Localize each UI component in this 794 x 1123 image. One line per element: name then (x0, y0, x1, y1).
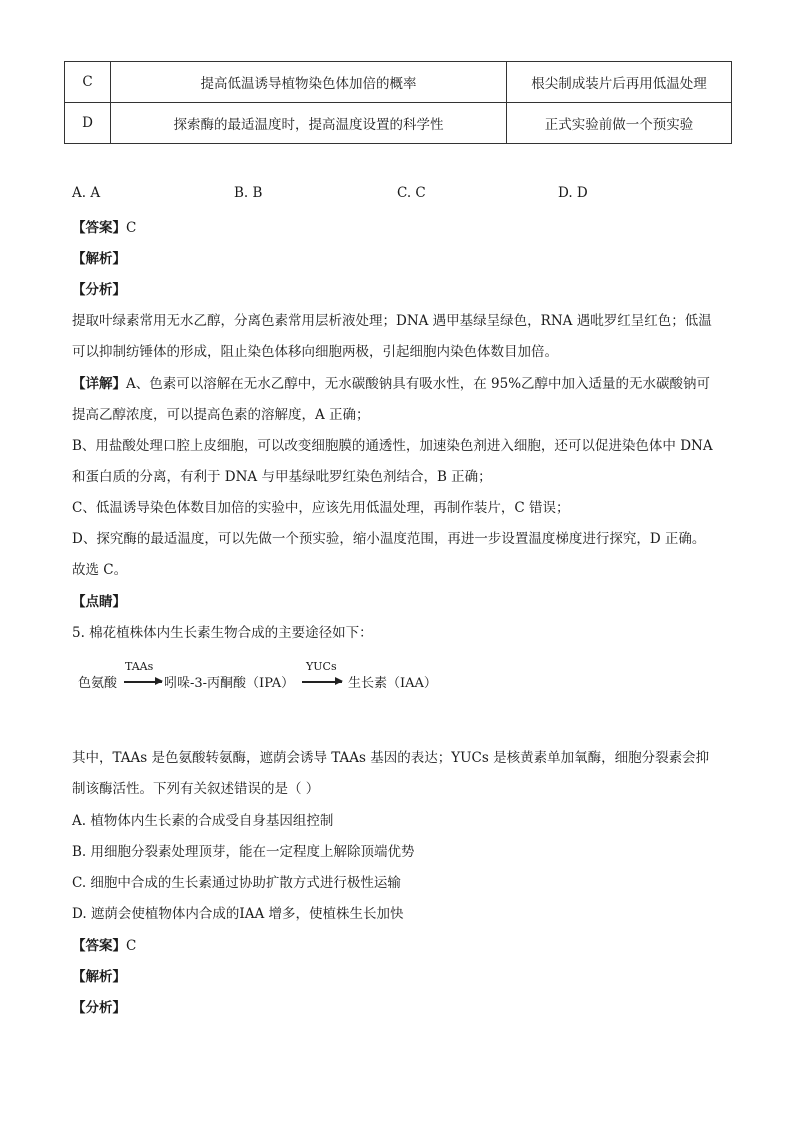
detail-line: A、色素可以溶解在无水乙醇中，无水碳酸钠具有吸水性，在 95%乙醇中加入适量的无水碳酸钠可 (126, 376, 711, 392)
pathway-arrow-1 (124, 681, 162, 683)
q4-detail-line: 和蛋白质的分离，有利于 DNA 与甲基绿吡罗红染色剂结合，B 正确； (72, 469, 492, 485)
answer-label: 【答案】 (72, 220, 126, 236)
detail-label: 【详解】 (72, 376, 126, 392)
answer-value: C (126, 220, 137, 236)
q4-options (72, 185, 672, 205)
option-d: D. D (558, 185, 588, 201)
q5-option-c: C. 细胞中合成的生长素通过协助扩散方式进行极性运输 (72, 875, 401, 891)
option-a: A. A (72, 185, 101, 201)
q5-option-d: D. 遮荫会使植物体内合成的IAA 增多，使植株生长加快 (72, 906, 404, 922)
row-label: D (65, 103, 111, 144)
q5-text-line: 制该酶活性。下列有关叙述错误的是（ ） (72, 781, 320, 797)
row-operation: 根尖制成装片后再用低温处理 (507, 62, 732, 103)
biosynthesis-pathway (78, 662, 518, 694)
pathway-arrow-2 (302, 681, 342, 683)
q4-fenxi-label: 【分析】 (72, 282, 126, 298)
answer-label: 【答案】 (72, 938, 126, 954)
q4-answer (72, 216, 136, 236)
q5-stem: 5. 棉花植株体内生长素生物合成的主要途径如下： (72, 625, 373, 641)
row-operation: 正式实验前做一个预实验 (507, 103, 732, 144)
q4-dianjing-label: 【点睛】 (72, 594, 126, 610)
q4-detail-line: D、探究酶的最适温度，可以先做一个预实验，缩小温度范围，再进一步设置温度梯度进行探究，D 正确。 (72, 531, 706, 547)
q4-detail-line: 提高乙醇浓度，可以提高色素的溶解度，A 正确； (72, 407, 370, 423)
q4-fenxi-line: 可以抑制纺锤体的形成，阻止染色体移向细胞两极，引起细胞内染色体数目加倍。 (72, 344, 558, 360)
answer-value: C (126, 938, 137, 954)
row-purpose: 提高低温诱导植物染色体加倍的概率 (111, 62, 507, 103)
pathway-substrate: 色氨酸 (78, 676, 118, 691)
option-b: B. B (234, 185, 263, 201)
q4-fenxi-line: 提取叶绿素常用无水乙醇，分离色素常用层析液处理；DNA 遇甲基绿呈绿色，RNA 遇吡罗红呈红色；低温 (72, 313, 712, 329)
pathway-enzyme-2: YUCs (306, 660, 337, 673)
q5-answer (72, 934, 136, 954)
q4-detail-line: C、低温诱导染色体数目加倍的实验中，应该先用低温处理，再制作装片，C 错误； (72, 500, 570, 516)
q5-analysis-label: 【解析】 (72, 969, 126, 985)
q5-option-a: A. 植物体内生长素的合成受自身基因组控制 (72, 813, 334, 829)
pathway-intermediate: 吲哚-3-丙酮酸（IPA） (164, 676, 295, 691)
q5-text-line: 其中，TAAs 是色氨酸转氨酶，遮荫会诱导 TAAs 基因的表达；YUCs 是核黄素单加氧酶，细胞分裂素会抑 (72, 750, 710, 766)
row-label: C (65, 62, 111, 103)
q4-analysis-label: 【解析】 (72, 251, 126, 267)
q5-option-b: B. 用细胞分裂素处理顶芽，能在一定程度上解除顶端优势 (72, 844, 415, 860)
option-c: C. C (397, 185, 426, 201)
q4-detail-line: 故选 C。 (72, 562, 128, 578)
pathway-enzyme-1: TAAs (125, 660, 154, 673)
q5-fenxi-label: 【分析】 (72, 1000, 126, 1016)
pathway-product: 生长素（IAA） (348, 676, 437, 691)
table-row (65, 103, 732, 144)
experiment-table (64, 61, 732, 144)
q4-detail-line: B、用盐酸处理口腔上皮细胞，可以改变细胞膜的通透性，加速染色剂进入细胞，还可以促进染色体中 DNA (72, 438, 713, 454)
table-row (65, 62, 732, 103)
row-purpose: 探索酶的最适温度时，提高温度设置的科学性 (111, 103, 507, 144)
q4-detail-first (72, 372, 710, 392)
